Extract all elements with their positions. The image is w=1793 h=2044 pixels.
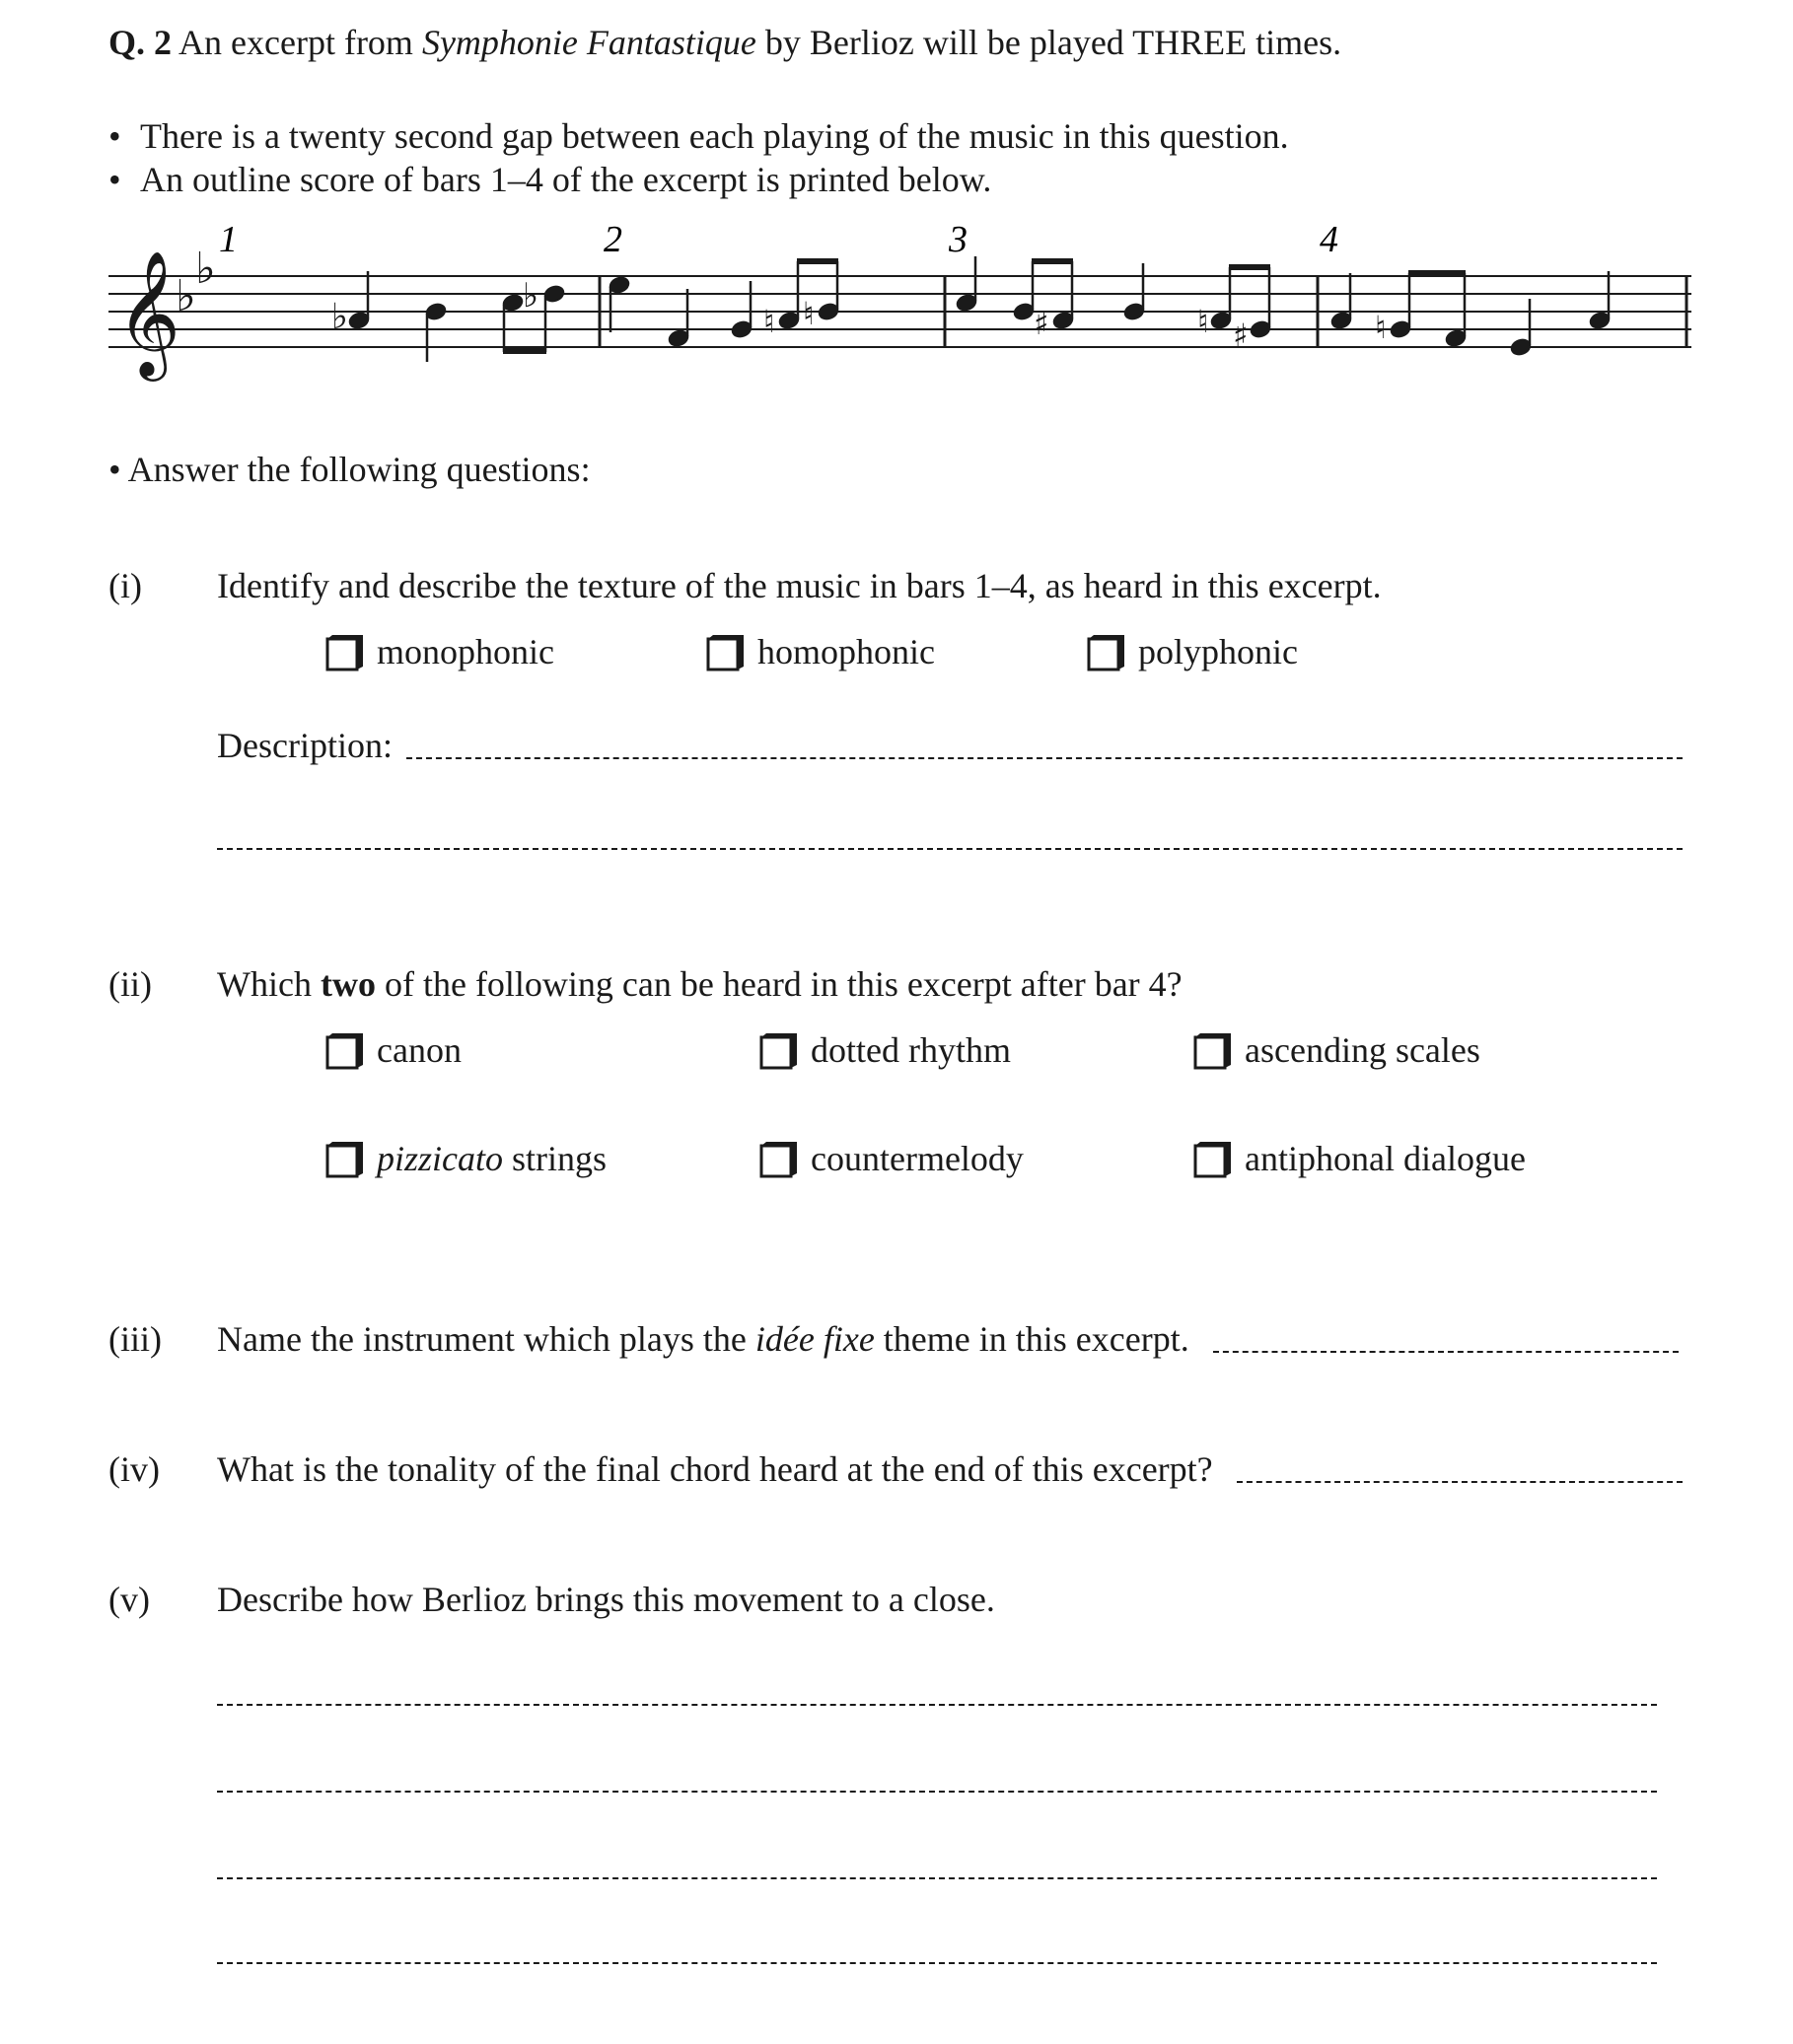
q4-text: What is the tonality of the final chord heard at the end of this excerpt?	[217, 1449, 1213, 1489]
q5-answer-line-3[interactable]	[217, 1877, 1657, 1879]
q5-answer-line-4[interactable]	[217, 1962, 1657, 1964]
q4-number: (iv)	[108, 1449, 160, 1489]
option-label: antiphonal dialogue	[1245, 1139, 1526, 1178]
bullet-text: There is a twenty second gap between each playing of the music in this question.	[140, 116, 1289, 156]
natural-icon: ♮	[1375, 309, 1387, 346]
q3-number: (iii)	[108, 1319, 162, 1359]
outline-score	[108, 222, 1696, 389]
description-answer-line-1[interactable]	[406, 757, 1683, 759]
q2-number: (ii)	[108, 964, 152, 1004]
question-header	[108, 25, 1341, 60]
option-label: dotted rhythm	[811, 1030, 1011, 1070]
q2-text-2: of the following can be heard in this excerpt after bar 4?	[375, 964, 1183, 1004]
option-homophonic[interactable]	[706, 631, 935, 672]
option-pizzicato-strings[interactable]	[325, 1138, 607, 1179]
description-answer-line-2[interactable]	[217, 848, 1683, 850]
q3-text-1: Name the instrument which plays the	[217, 1319, 755, 1359]
q5-answer-line-1[interactable]	[217, 1704, 1657, 1706]
bar-number-2: 2	[604, 222, 622, 260]
description-label: Description:	[217, 726, 393, 765]
natural-icon: ♮	[803, 295, 815, 332]
q2-text-1: Which	[217, 964, 321, 1004]
option-antiphonal-dialogue[interactable]	[1193, 1138, 1526, 1179]
instruction-bullet-2	[108, 162, 991, 197]
option-dotted-rhythm[interactable]	[759, 1029, 1011, 1071]
bullet-text: An outline score of bars 1–4 of the excerpt is printed below.	[140, 160, 992, 199]
option-label: ascending scales	[1245, 1030, 1480, 1070]
notes	[331, 256, 1612, 362]
key-flat-icon: ♭	[195, 244, 216, 294]
q2-text	[217, 966, 1183, 1002]
checkbox-icon[interactable]	[1193, 1141, 1229, 1176]
option-label: polyphonic	[1138, 632, 1298, 671]
sharp-icon: ♯	[1233, 317, 1249, 354]
header-text-1: An excerpt from	[172, 23, 422, 62]
option-polyphonic[interactable]	[1087, 631, 1298, 672]
sharp-icon: ♯	[1034, 305, 1049, 342]
option-label: monophonic	[377, 632, 554, 671]
checkbox-icon[interactable]	[759, 1032, 795, 1068]
bullet-dot: •	[108, 116, 121, 156]
checkbox-icon[interactable]	[1193, 1032, 1229, 1068]
checkbox-icon[interactable]	[325, 634, 361, 670]
q1-number: (i)	[108, 566, 142, 605]
question-number: Q. 2	[108, 23, 173, 62]
option-countermelody[interactable]	[759, 1138, 1024, 1179]
q4-answer-line[interactable]	[1237, 1481, 1683, 1483]
option-label: countermelody	[811, 1139, 1024, 1178]
q5-answer-line-2[interactable]	[217, 1791, 1657, 1793]
bar-number-3: 3	[949, 222, 968, 260]
option-label: homophonic	[757, 632, 935, 671]
q1-text: Identify and describe the texture of the music in bars 1–4, as heard in this excerpt.	[217, 566, 1382, 605]
q2-text-bold: two	[320, 964, 376, 1004]
q3-text-2: theme in this excerpt.	[874, 1319, 1189, 1359]
option-label: canon	[377, 1030, 462, 1070]
option-label-rest: strings	[503, 1139, 608, 1178]
header-text-2: by Berlioz will be played THREE times.	[755, 23, 1342, 62]
instruction-bullet-1	[108, 118, 1289, 154]
answer-prompt: • Answer the following questions:	[108, 450, 591, 489]
bar-number-4: 4	[1320, 222, 1338, 260]
q3-text-italic: idée fixe	[754, 1319, 875, 1359]
checkbox-icon[interactable]	[325, 1032, 361, 1068]
checkbox-icon[interactable]	[325, 1141, 361, 1176]
natural-icon: ♮	[763, 303, 775, 340]
option-label	[377, 1138, 607, 1179]
treble-clef-icon: 𝄞	[116, 249, 181, 376]
q3-text	[217, 1321, 1189, 1357]
option-label-italic: pizzicato	[377, 1139, 504, 1178]
bullet-dot: •	[108, 160, 121, 199]
q5-text: Describe how Berlioz brings this movement to a close.	[217, 1580, 995, 1619]
option-ascending-scales[interactable]	[1193, 1029, 1480, 1071]
bar-number-1: 1	[219, 222, 238, 260]
checkbox-icon[interactable]	[706, 634, 742, 670]
natural-icon: ♮	[1197, 303, 1209, 340]
key-flat-icon: ♭	[176, 271, 196, 321]
checkbox-icon[interactable]	[759, 1141, 795, 1176]
q5-number: (v)	[108, 1580, 150, 1619]
checkbox-icon[interactable]	[1087, 634, 1122, 670]
q3-answer-line[interactable]	[1213, 1351, 1679, 1353]
flat-icon: ♭	[331, 297, 348, 337]
option-monophonic[interactable]	[325, 631, 554, 672]
option-canon[interactable]	[325, 1029, 462, 1071]
flat-icon: ♭	[523, 276, 539, 316]
work-title: Symphonie Fantastique	[421, 23, 756, 62]
